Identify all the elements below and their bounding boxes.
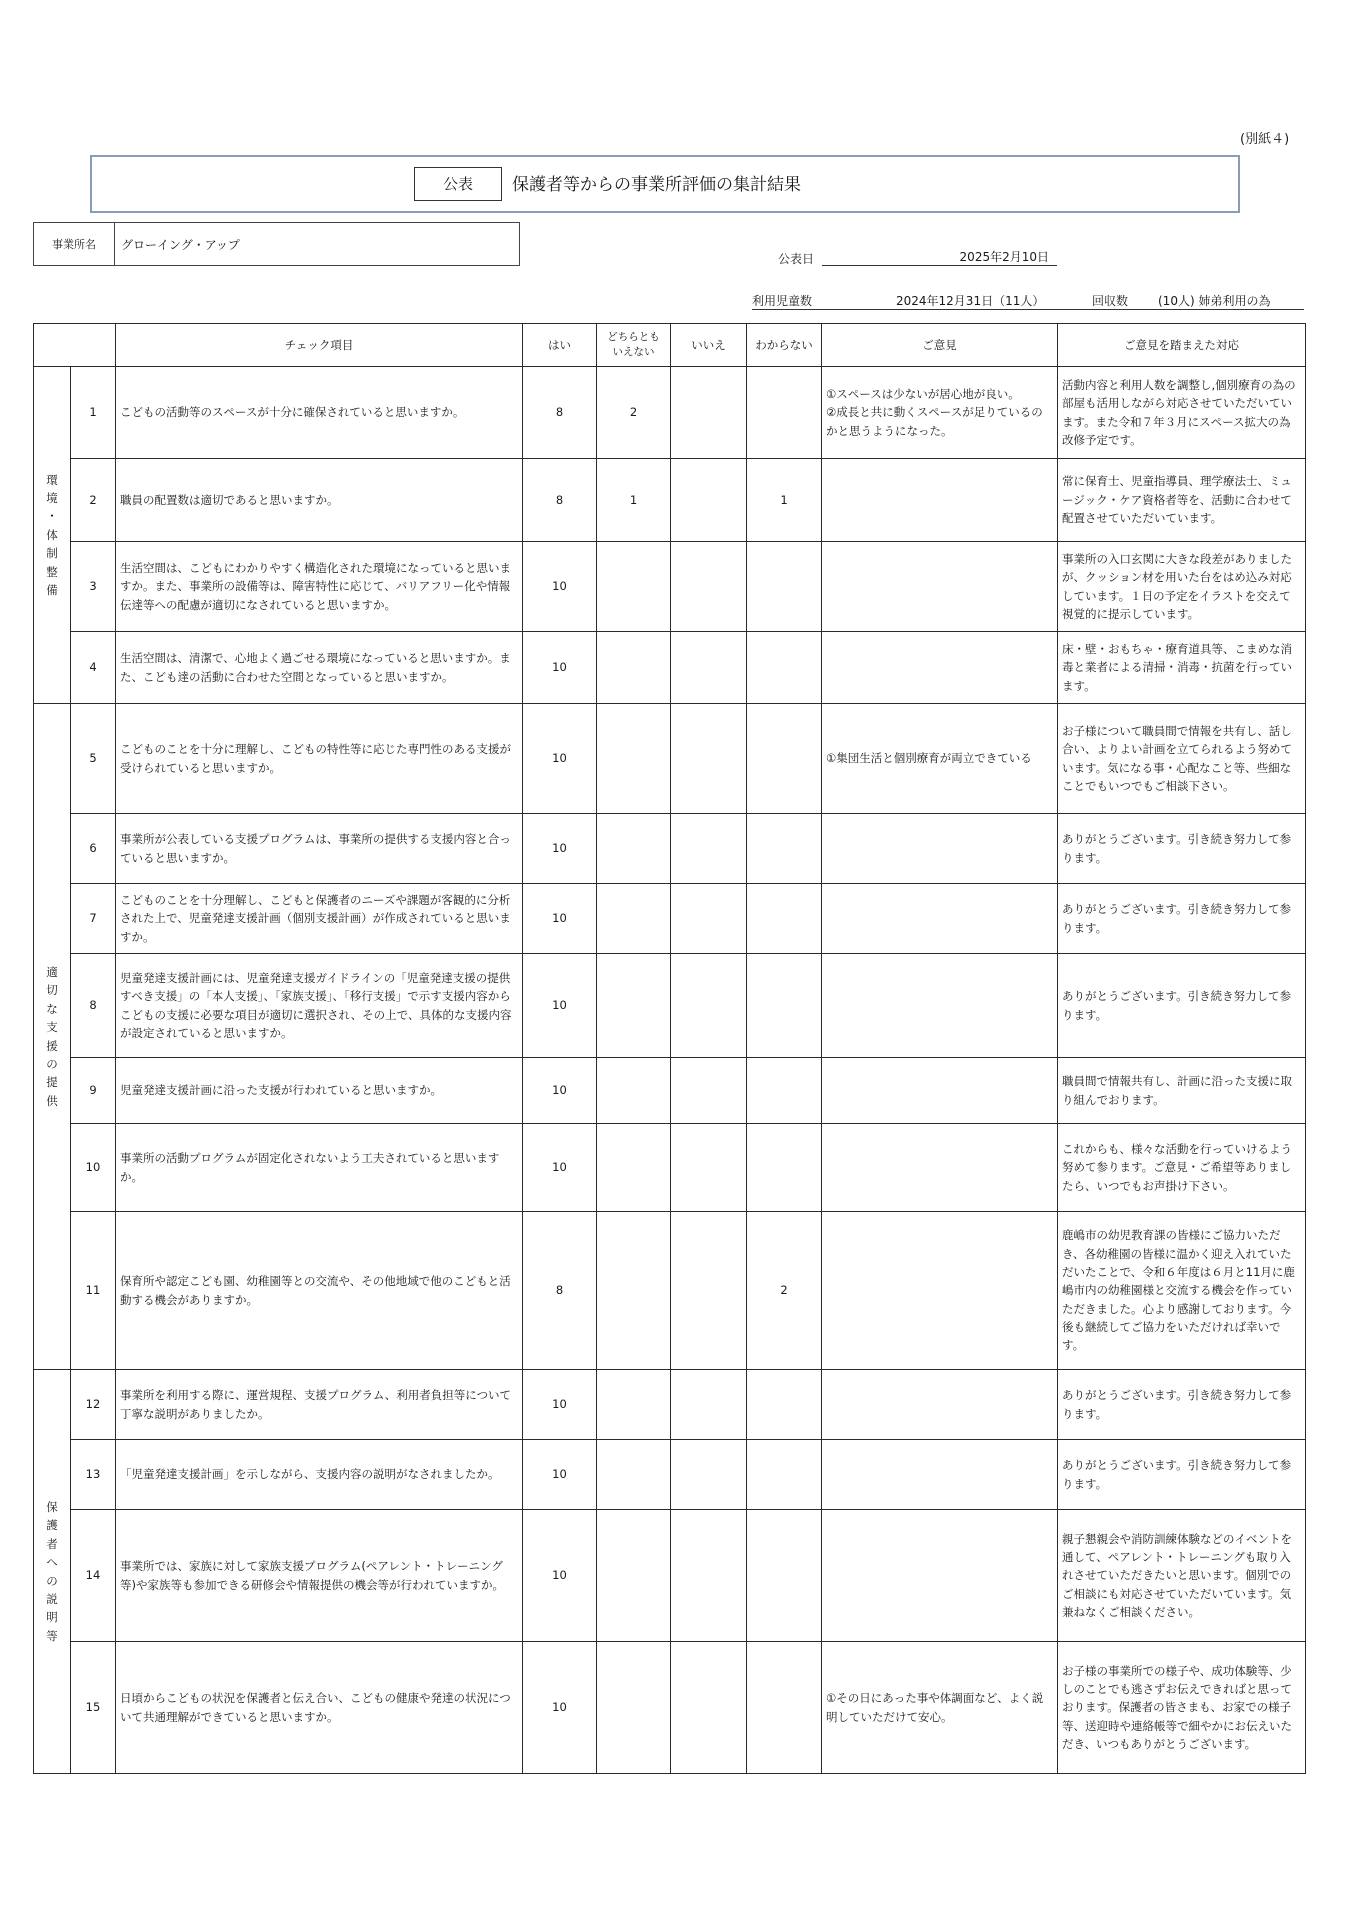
answer-no bbox=[671, 632, 747, 704]
row-number: 7 bbox=[71, 884, 116, 954]
answer-unknown bbox=[747, 814, 822, 884]
response-text: 活動内容と利用人数を調整し,個別療育の為の部屋も活用しながら対応させていただいています。また令和７年３月にスペース拡大の為改修予定です。 bbox=[1058, 367, 1306, 459]
answer-no bbox=[671, 954, 747, 1058]
question-text: 「児童発達支援計画」を示しながら、支援内容の説明がなされましたか。 bbox=[116, 1440, 523, 1510]
category-label: 保 護 者 へ の 説 明 等 bbox=[34, 1370, 71, 1774]
opinion-text: ①集団生活と個別療育が両立できている bbox=[822, 704, 1058, 814]
answer-yes: 8 bbox=[523, 367, 597, 459]
opinion-text bbox=[822, 814, 1058, 884]
answer-yes: 10 bbox=[523, 1510, 597, 1642]
answer-no bbox=[671, 367, 747, 459]
row-number: 14 bbox=[71, 1510, 116, 1642]
opinion-text bbox=[822, 459, 1058, 542]
header-unknown: わからない bbox=[747, 324, 822, 367]
table-row bbox=[34, 459, 1306, 542]
opinion-text bbox=[822, 542, 1058, 632]
opinion-text: ①スペースは少ないが居心地が良い。 ②成長と共に動くスペースが足りているのかと思うようになった。 bbox=[822, 367, 1058, 459]
answer-no bbox=[671, 1058, 747, 1124]
answer-unknown bbox=[747, 884, 822, 954]
opinion-text bbox=[822, 1510, 1058, 1642]
table-row bbox=[34, 954, 1306, 1058]
opinion-text bbox=[822, 1124, 1058, 1212]
office-box bbox=[33, 222, 520, 266]
row-number: 11 bbox=[71, 1212, 116, 1370]
response-text: 鹿嶋市の幼児教育課の皆様にご協力いただき、各幼稚園の皆様に温かく迎え入れていただいたことで、令和６年度は６月と11月に鹿嶋市内の幼稚園様と交流する機会を作っていただきました。心より感謝しております。今後も継続してご協力をいただければ幸いです。 bbox=[1058, 1212, 1306, 1370]
answer-neither bbox=[597, 1124, 671, 1212]
opinion-text bbox=[822, 884, 1058, 954]
table-row bbox=[34, 1510, 1306, 1642]
table-row bbox=[34, 1058, 1306, 1124]
answer-yes: 8 bbox=[523, 459, 597, 542]
category-label: 適 切 な 支 援 の 提 供 bbox=[34, 704, 71, 1370]
header-blank bbox=[34, 324, 116, 367]
answer-yes: 10 bbox=[523, 1642, 597, 1774]
publication-label: 公表日 bbox=[778, 252, 815, 266]
question-text: 生活空間は、清潔で、心地よく過ごせる環境になっていると思いますか。また、こども達の活動に合わせた空間となっていると思いますか。 bbox=[116, 632, 523, 704]
answer-no bbox=[671, 814, 747, 884]
opinion-text bbox=[822, 1370, 1058, 1440]
header-check: チェック項目 bbox=[116, 324, 523, 367]
answer-yes: 10 bbox=[523, 814, 597, 884]
answer-yes: 10 bbox=[523, 1440, 597, 1510]
answer-neither bbox=[597, 814, 671, 884]
table-row bbox=[34, 1124, 1306, 1212]
answer-unknown bbox=[747, 954, 822, 1058]
children-value: 2024年12月31日（11人） bbox=[896, 294, 1045, 308]
response-text: ありがとうございます。引き続き努力して参ります。 bbox=[1058, 1440, 1306, 1510]
answer-unknown bbox=[747, 1370, 822, 1440]
question-text: こどものことを十分に理解し、こどもの特性等に応じた専門性のある支援が受けられていると思いますか。 bbox=[116, 704, 523, 814]
table-row bbox=[34, 542, 1306, 632]
question-text: 児童発達支援計画には、児童発達支援ガイドラインの「児童発達支援の提供すべき支援」の「本人支援」、「家族支援」、「移行支援」で示す支援内容からこどもの支援に必要な項目が適切に選択され、その上で、具体的な支援内容が設定されていると思いますか。 bbox=[116, 954, 523, 1058]
question-text: 児童発達支援計画に沿った支援が行われていると思いますか。 bbox=[116, 1058, 523, 1124]
header-no: いいえ bbox=[671, 324, 747, 367]
children-label: 利用児童数 bbox=[752, 294, 813, 308]
table-row bbox=[34, 884, 1306, 954]
header-neither: どちらとも いえない bbox=[597, 324, 671, 367]
annex-label: (別紙４) bbox=[1240, 132, 1290, 147]
answer-neither bbox=[597, 704, 671, 814]
category-label: 環 境 ・ 体 制 整 備 bbox=[34, 367, 71, 704]
question-text: 日頃からこどもの状況を保護者と伝え合い、こどもの健康や発達の状況について共通理解ができていると思いますか。 bbox=[116, 1642, 523, 1774]
opinion-text bbox=[822, 632, 1058, 704]
row-number: 5 bbox=[71, 704, 116, 814]
collected-label: 回収数 bbox=[1092, 294, 1129, 308]
answer-no bbox=[671, 1370, 747, 1440]
row-number: 6 bbox=[71, 814, 116, 884]
answer-yes: 10 bbox=[523, 1370, 597, 1440]
row-number: 3 bbox=[71, 542, 116, 632]
row-number: 10 bbox=[71, 1124, 116, 1212]
answer-unknown: 2 bbox=[747, 1212, 822, 1370]
answer-no bbox=[671, 542, 747, 632]
answer-unknown bbox=[747, 542, 822, 632]
opinion-text bbox=[822, 1440, 1058, 1510]
collected-value: (10人) 姉弟利用の為 bbox=[1158, 294, 1271, 308]
question-text: こどものことを十分理解し、こどもと保護者のニーズや課題が客観的に分析された上で、児童発達支援計画（個別支援計画）が作成されていると思いますか。 bbox=[116, 884, 523, 954]
answer-unknown bbox=[747, 1510, 822, 1642]
response-text: 事業所の入口玄関に大きな段差がありましたが、クッション材を用いた台をはめ込み対応しています。１日の予定をイラストを交えて視覚的に提示しています。 bbox=[1058, 542, 1306, 632]
answer-unknown bbox=[747, 1440, 822, 1510]
answer-yes: 10 bbox=[523, 542, 597, 632]
header-yes: はい bbox=[523, 324, 597, 367]
response-text: ありがとうございます。引き続き努力して参ります。 bbox=[1058, 814, 1306, 884]
table-row bbox=[34, 704, 1306, 814]
response-text: 常に保育士、児童指導員、理学療法士、ミュージック・ケア資格者等を、活動に合わせて配置させていただいています。 bbox=[1058, 459, 1306, 542]
table-row bbox=[34, 1370, 1306, 1440]
response-text: 職員間で情報共有し、計画に沿った支援に取り組んでおります。 bbox=[1058, 1058, 1306, 1124]
row-number: 12 bbox=[71, 1370, 116, 1440]
row-number: 9 bbox=[71, 1058, 116, 1124]
table-row bbox=[34, 1212, 1306, 1370]
opinion-text: ①その日にあった事や体調面など、よく説明していただけて安心。 bbox=[822, 1642, 1058, 1774]
opinion-text bbox=[822, 954, 1058, 1058]
question-text: 職員の配置数は適切であると思いますか。 bbox=[116, 459, 523, 542]
office-label: 事業所名 bbox=[34, 223, 115, 265]
answer-neither bbox=[597, 1370, 671, 1440]
answer-yes: 10 bbox=[523, 632, 597, 704]
evaluation-table bbox=[33, 323, 1306, 1774]
answer-no bbox=[671, 1212, 747, 1370]
answer-yes: 10 bbox=[523, 884, 597, 954]
page-title: 保護者等からの事業所評価の集計結果 bbox=[512, 175, 801, 195]
row-number: 1 bbox=[71, 367, 116, 459]
answer-unknown bbox=[747, 632, 822, 704]
answer-unknown bbox=[747, 1058, 822, 1124]
answer-no bbox=[671, 704, 747, 814]
answer-no bbox=[671, 1124, 747, 1212]
answer-neither bbox=[597, 954, 671, 1058]
response-text: ありがとうございます。引き続き努力して参ります。 bbox=[1058, 1370, 1306, 1440]
title-box bbox=[90, 155, 1240, 213]
answer-neither bbox=[597, 1058, 671, 1124]
answer-neither bbox=[597, 1510, 671, 1642]
answer-unknown bbox=[747, 704, 822, 814]
answer-no bbox=[671, 1440, 747, 1510]
answer-neither bbox=[597, 542, 671, 632]
answer-neither: 1 bbox=[597, 459, 671, 542]
response-text: ありがとうございます。引き続き努力して参ります。 bbox=[1058, 884, 1306, 954]
answer-neither bbox=[597, 1212, 671, 1370]
answer-yes: 10 bbox=[523, 1124, 597, 1212]
question-text: 生活空間は、こどもにわかりやすく構造化された環境になっていると思いますか。また、事業所の設備等は、障害特性に応じて、バリアフリー化や情報伝達等への配慮が適切になされていると思いますか。 bbox=[116, 542, 523, 632]
table-row bbox=[34, 1440, 1306, 1510]
question-text: 事業所を利用する際に、運営規程、支援プログラム、利用者負担等について丁寧な説明がありましたか。 bbox=[116, 1370, 523, 1440]
header-row bbox=[34, 324, 1306, 367]
response-text: 床・壁・おもちゃ・療育道具等、こまめな消毒と業者による清掃・消毒・抗菌を行っています。 bbox=[1058, 632, 1306, 704]
response-text: 親子懇親会や消防訓練体験などのイベントを通して、ペアレント・トレーニングも取り入れさせていただきたいと思います。個別でのご相談にも対応させていただいています。気兼ねなくご相談ください。 bbox=[1058, 1510, 1306, 1642]
answer-unknown bbox=[747, 1642, 822, 1774]
row-number: 8 bbox=[71, 954, 116, 1058]
answer-unknown bbox=[747, 1124, 822, 1212]
answer-yes: 10 bbox=[523, 704, 597, 814]
answer-no bbox=[671, 1510, 747, 1642]
answer-neither bbox=[597, 632, 671, 704]
answer-yes: 10 bbox=[523, 954, 597, 1058]
counts-row bbox=[752, 290, 1304, 310]
table-row bbox=[34, 814, 1306, 884]
row-number: 4 bbox=[71, 632, 116, 704]
answer-neither bbox=[597, 884, 671, 954]
question-text: 事業所が公表している支援プログラムは、事業所の提供する支援内容と合っていると思いますか。 bbox=[116, 814, 523, 884]
table-row bbox=[34, 367, 1306, 459]
response-text: ありがとうございます。引き続き努力して参ります。 bbox=[1058, 954, 1306, 1058]
public-badge: 公表 bbox=[414, 167, 502, 201]
answer-yes: 8 bbox=[523, 1212, 597, 1370]
answer-unknown: 1 bbox=[747, 459, 822, 542]
answer-no bbox=[671, 459, 747, 542]
table-row bbox=[34, 632, 1306, 704]
answer-neither bbox=[597, 1642, 671, 1774]
row-number: 15 bbox=[71, 1642, 116, 1774]
question-text: 事業所では、家族に対して家族支援プログラム(ペアレント・トレーニング等)や家族等も参加できる研修会や情報提供の機会等が行われていますか。 bbox=[116, 1510, 523, 1642]
answer-yes: 10 bbox=[523, 1058, 597, 1124]
office-name: グローイング・アップ bbox=[121, 237, 240, 252]
response-text: お子様について職員間で情報を共有し、話し合い、よりよい計画を立てられるよう努めています。気になる事・心配なこと等、些細なことでもいつでもご相談下さい。 bbox=[1058, 704, 1306, 814]
answer-no bbox=[671, 1642, 747, 1774]
answer-neither: 2 bbox=[597, 367, 671, 459]
row-number: 2 bbox=[71, 459, 116, 542]
table-row bbox=[34, 1642, 1306, 1774]
response-text: お子様の事業所での様子や、成功体験等、少しのことでも逃さずお伝えできればと思っております。保護者の皆さまも、お家での様子等、送迎時や連絡帳等で細やかにお伝えいただき、いつもありがとうございます。 bbox=[1058, 1642, 1306, 1774]
opinion-text bbox=[822, 1058, 1058, 1124]
opinion-text bbox=[822, 1212, 1058, 1370]
answer-unknown bbox=[747, 367, 822, 459]
question-text: 事業所の活動プログラムが固定化されないよう工夫されていると思いますか。 bbox=[116, 1124, 523, 1212]
response-text: これからも、様々な活動を行っていけるよう努めて参ります。ご意見・ご希望等ありましたら、いつでもお声掛け下さい。 bbox=[1058, 1124, 1306, 1212]
publication-date: 2025年2月10日 bbox=[822, 248, 1057, 266]
header-opinion: ご意見 bbox=[822, 324, 1058, 367]
row-number: 13 bbox=[71, 1440, 116, 1510]
question-text: こどもの活動等のスペースが十分に確保されていると思いますか。 bbox=[116, 367, 523, 459]
answer-neither bbox=[597, 1440, 671, 1510]
header-response: ご意見を踏まえた対応 bbox=[1058, 324, 1306, 367]
question-text: 保育所や認定こども園、幼稚園等との交流や、その他地域で他のこどもと活動する機会がありますか。 bbox=[116, 1212, 523, 1370]
answer-no bbox=[671, 884, 747, 954]
